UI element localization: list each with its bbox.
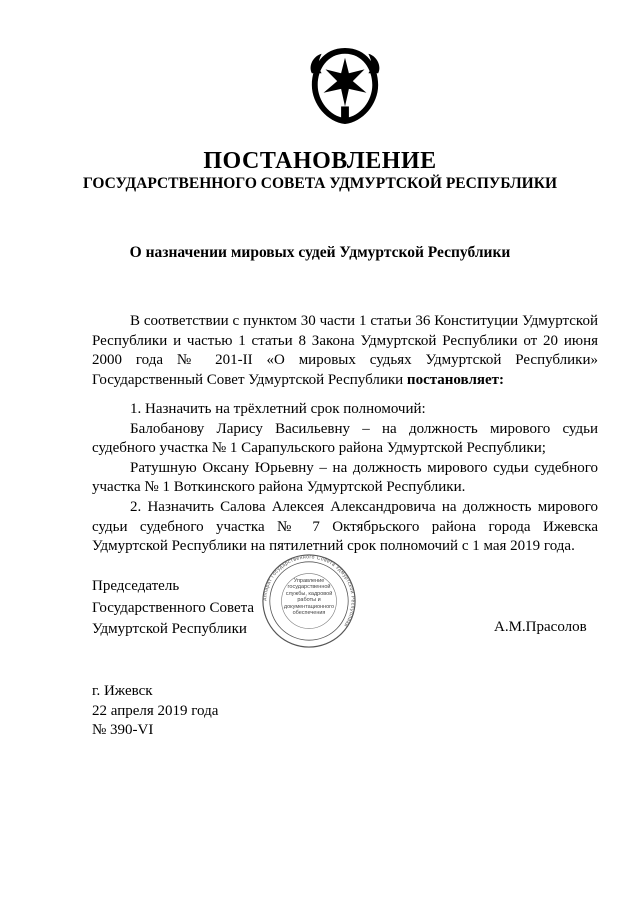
udmurt-coat-of-arms-icon (306, 44, 384, 126)
document-number: № 390-VI (92, 722, 154, 738)
signer-position-line1: Председатель (92, 578, 180, 594)
issuing-authority: ГОСУДАРСТВЕННОГО СОВЕТА УДМУРТСКОЙ РЕСПУБЛИКИ (82, 175, 558, 192)
stamp-inner-text: Управление государственной службы, кадровой работы и документационного обеспечения (283, 578, 335, 617)
preamble-text: В соответствии с пунктом 30 части 1 статьи 36 Конституции Удмуртской Республики и частью 1 статьи 8 Закона Удмуртской Республики от 20 июня 2000 года № 201-II «О мировых судьях Удмуртской Республики» Государственный Совет Удмуртской Республики (92, 313, 598, 388)
decision-list (92, 400, 598, 557)
document-title: ПОСТАНОВЛЕНИЕ (203, 148, 437, 174)
item2-appointment: 2. Назначить Салова Алексея Александровича на должность мирового судьи судебного участка № 7 Октябрьского района города Ижевска Удмуртской Республики на пятилетний срок полномочий с 1 мая 2019 года. (92, 498, 598, 555)
document-footer (92, 682, 218, 741)
signer-position-line2: Государственного Совета (92, 599, 255, 616)
date-of-signing: 22 апреля 2019 года (92, 702, 219, 719)
place-of-signing: г. Ижевск (92, 683, 153, 699)
item1-appointment-b: Ратушную Оксану Юрьевну – на должность мирового судьи судебного участка № 1 Воткинского района Удмуртской Республики. (92, 459, 598, 496)
decision-word: постановляет: (406, 371, 504, 388)
item1-heading: 1. Назначить на трёхлетний срок полномочий: (130, 401, 426, 417)
item1-appointment-a: Балобанову Ларису Васильевну – на должность мирового судьи судебного участка № 1 Сарапульского района Удмуртской Республики; (92, 420, 598, 457)
signature-block (92, 576, 254, 641)
signer-position-line3: Удмуртской Республики (92, 621, 247, 637)
signer-name: А.М.Прасолов (494, 619, 587, 635)
document-subject: О назначении мировых судей Удмуртской Республики (129, 244, 511, 261)
preamble (92, 312, 598, 390)
stamp-ring-text: Аппарат Государственного Совета Удмуртской Республики (262, 554, 356, 628)
